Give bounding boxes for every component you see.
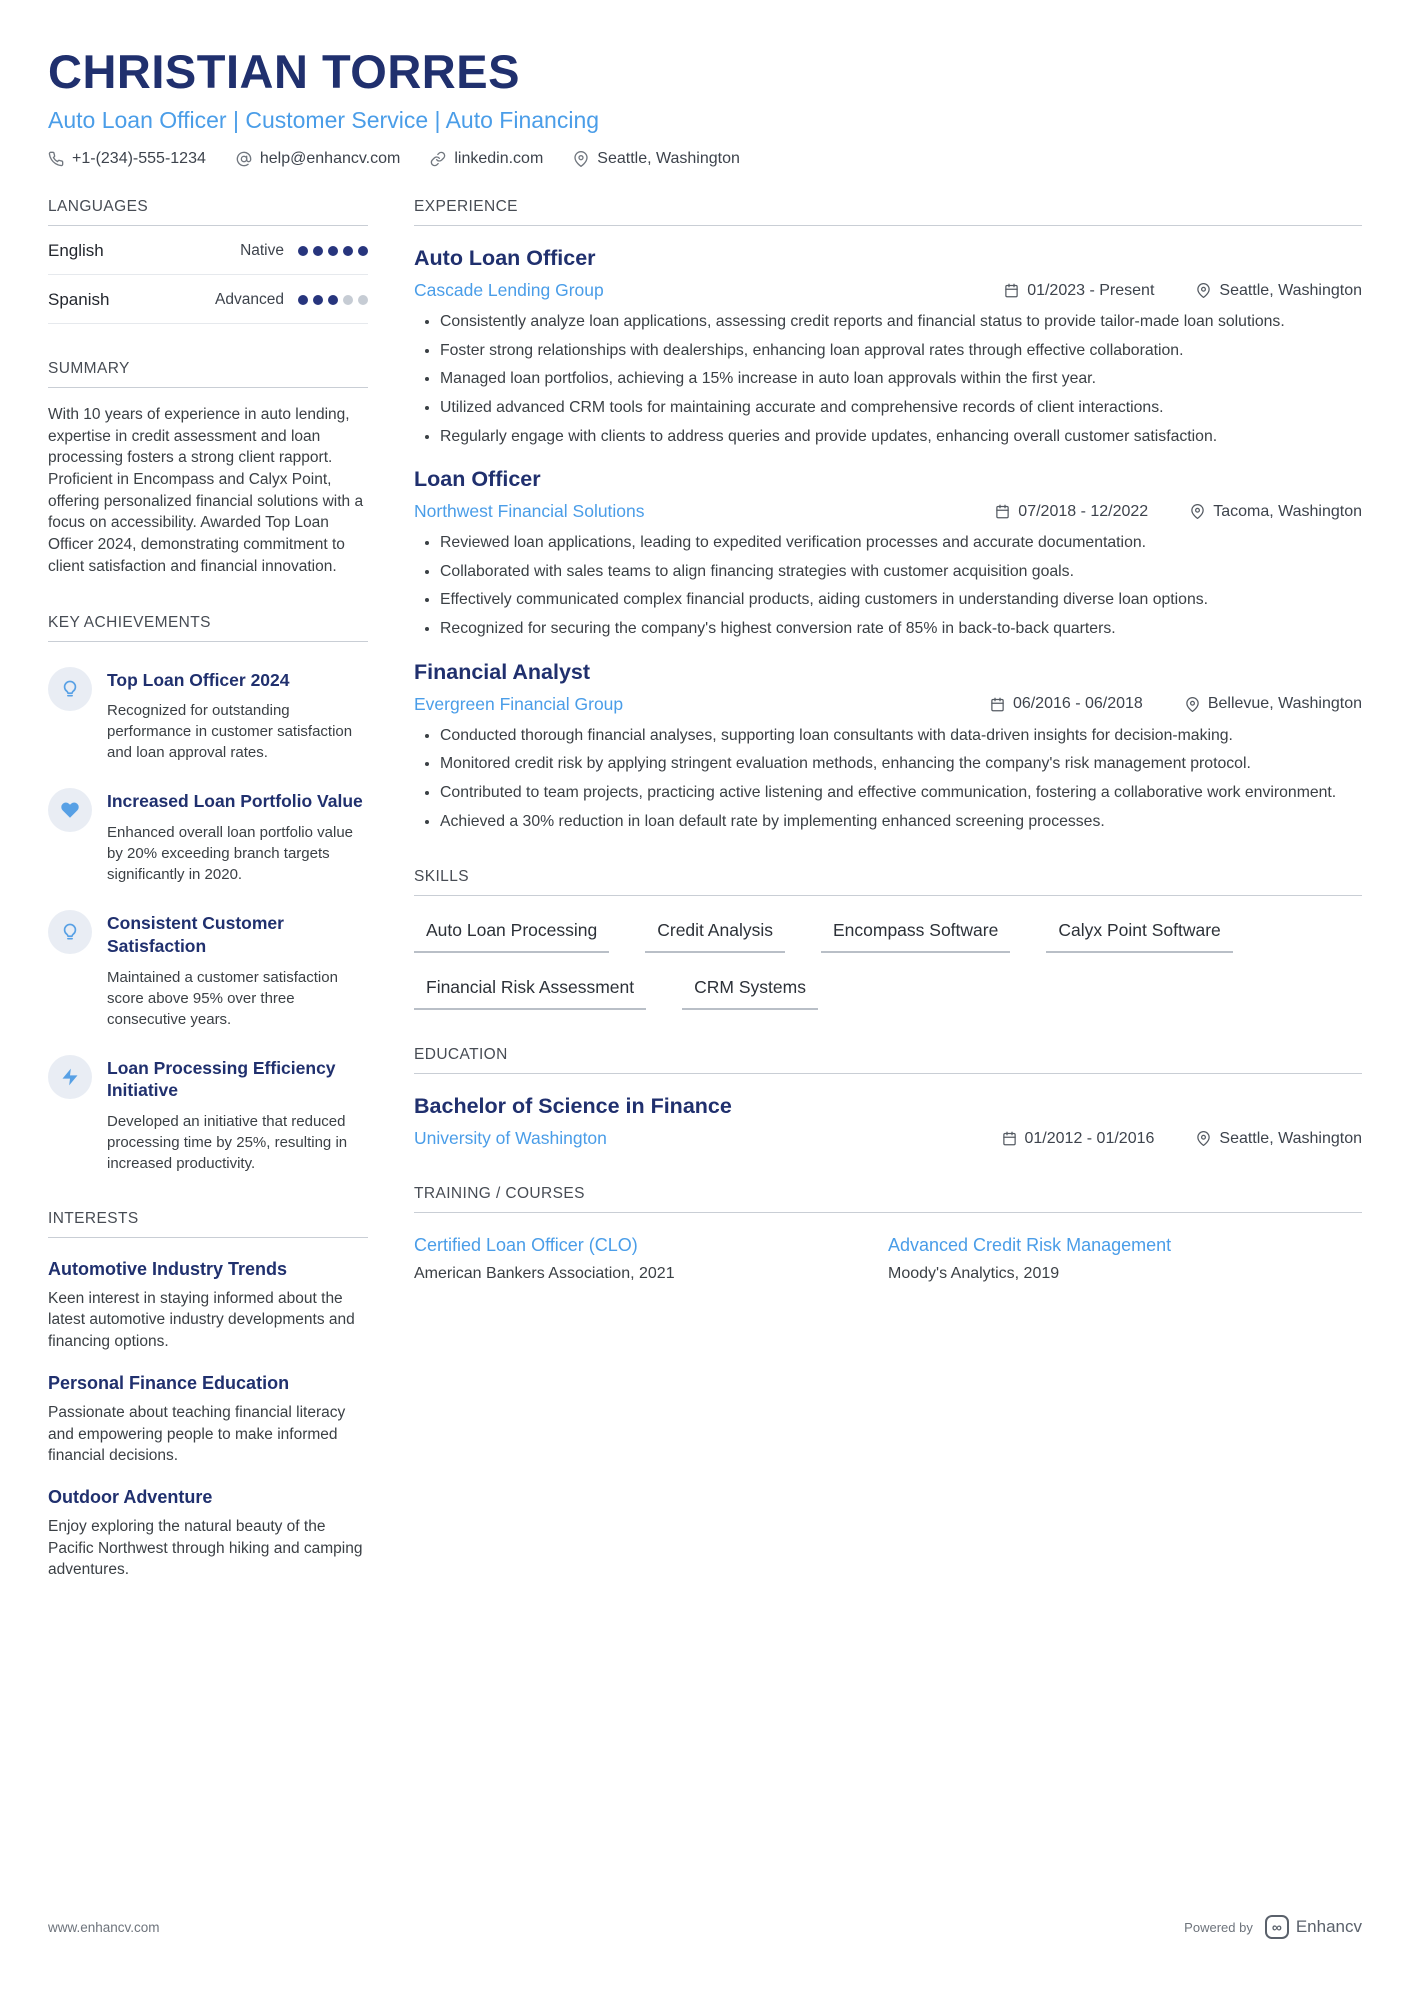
achievement-item	[48, 667, 368, 764]
job-title: Financial Analyst	[414, 659, 591, 684]
section-title-skills: SKILLS	[414, 868, 1362, 896]
job-dates	[995, 503, 1148, 521]
achievement-icon-badge	[48, 910, 92, 954]
proficiency-dot	[313, 246, 323, 256]
education-location	[1196, 1130, 1362, 1148]
interest-text: Keen interest in staying informed about the latest automotive industry developments and financing options.	[48, 1290, 355, 1350]
achievement-item	[48, 788, 368, 885]
achievement-icon-badge	[48, 788, 92, 832]
email-icon	[236, 151, 252, 167]
contact-email[interactable]	[236, 150, 400, 168]
interest-title: Automotive Industry Trends	[48, 1259, 288, 1279]
company-name: Evergreen Financial Group	[414, 693, 624, 714]
headline: Auto Loan Officer | Customer Service | Auto Financing	[48, 107, 600, 133]
achievement-title: Consistent Customer Satisfaction	[107, 913, 284, 956]
company-name: Northwest Financial Solutions	[414, 501, 645, 522]
section-title-key-achievements: KEY ACHIEVEMENTS	[48, 614, 368, 642]
job-location	[1190, 503, 1362, 521]
bullet-item: • Reviewed loan applications, leading to expedited verification processes and accurate documentation.	[440, 532, 1362, 554]
lightning-icon	[60, 1067, 80, 1087]
proficiency-dots	[298, 295, 368, 305]
proficiency-dot	[358, 246, 368, 256]
section-title-languages: LANGUAGES	[48, 198, 368, 226]
contact-location	[573, 150, 740, 168]
location-icon	[1185, 697, 1200, 712]
enhancv-logo-text: Enhancv	[1295, 1917, 1362, 1936]
contact-row	[48, 150, 1362, 168]
bullet-item: • Achieved a 30% reduction in loan default rate by implementing enhanced screening processes.	[440, 811, 1362, 833]
job-location	[1196, 282, 1362, 300]
job-meta	[414, 280, 1362, 301]
job-meta	[414, 501, 1362, 522]
left-column	[48, 198, 368, 1580]
job-bullets	[414, 725, 1362, 833]
course-title: Advanced Credit Risk Management	[888, 1235, 1172, 1256]
job-dates-text: 07/2018 - 12/2022	[1018, 502, 1149, 520]
phone-icon	[48, 151, 64, 167]
section-title-experience: EXPERIENCE	[414, 198, 1362, 226]
bullet-item: • Managed loan portfolios, achieving a 15% increase in auto loan approvals within the first year.	[440, 368, 1362, 390]
bullet-item: • Consistently analyze loan applications, assessing credit reports and financial status to provide tailor-made loan solutions.	[440, 311, 1362, 333]
job-dates-text: 06/2016 - 06/2018	[1012, 695, 1143, 713]
proficiency-dot	[298, 246, 308, 256]
education-item	[414, 1094, 1362, 1149]
job-title: Loan Officer	[414, 467, 541, 492]
interests-list	[48, 1259, 368, 1580]
experience-item	[414, 660, 1362, 833]
job-dates	[1004, 282, 1154, 300]
education-dates	[1002, 1130, 1155, 1148]
job-location	[1185, 695, 1362, 713]
skill-item: Financial Risk Assessment	[414, 977, 646, 1010]
skill-item: Credit Analysis	[645, 920, 785, 953]
contact-linkedin-text: linkedin.com	[454, 150, 544, 167]
bullet-item: • Foster strong relationships with dealerships, enhancing loan approval rates through effective collaboration.	[440, 340, 1362, 362]
proficiency-dot	[328, 246, 338, 256]
achievement-icon-badge	[48, 1055, 92, 1099]
resume-header	[48, 44, 1362, 168]
education-dates-text: 01/2012 - 01/2016	[1024, 1129, 1155, 1147]
lightbulb-icon	[60, 922, 80, 942]
achievement-body	[107, 1055, 368, 1175]
enhancv-website-link[interactable]: www.enhancv.com	[48, 1919, 160, 1935]
course-subtitle: Moody's Analytics, 2019	[888, 1265, 1060, 1283]
achievement-text: Developed an initiative that reduced processing time by 25%, resulting in increased productivity.	[107, 1113, 348, 1172]
course-subtitle: American Bankers Association, 2021	[414, 1265, 675, 1283]
job-title: Auto Loan Officer	[414, 246, 596, 270]
candidate-name: CHRISTIAN TORRES	[48, 45, 520, 98]
skill-item: Calyx Point Software	[1046, 920, 1232, 953]
language-item	[48, 226, 368, 275]
section-title-education: EDUCATION	[414, 1046, 1362, 1074]
experience-item	[414, 246, 1362, 447]
skills-list	[414, 920, 1362, 1010]
calendar-icon	[1004, 283, 1019, 298]
experience-list	[414, 246, 1362, 832]
job-dates	[990, 695, 1143, 713]
achievement-text: Maintained a customer satisfaction score above 95% over three consecutive years.	[107, 968, 338, 1028]
achievement-body	[107, 667, 368, 764]
job-meta	[414, 694, 1362, 715]
skill-item: Auto Loan Processing	[414, 920, 609, 953]
page-footer	[48, 1915, 1362, 1939]
contact-linkedin[interactable]	[430, 150, 543, 168]
contact-location-text: Seattle, Washington	[597, 150, 740, 167]
enhancv-logo[interactable]	[1265, 1915, 1362, 1939]
achievement-text: Enhanced overall loan portfolio value by 20% exceeding branch targets significantly in 2020.	[107, 824, 353, 883]
job-dates-text: 01/2023 - Present	[1027, 281, 1155, 299]
section-title-interests: INTERESTS	[48, 1210, 368, 1238]
languages-list	[48, 226, 368, 324]
interest-text: Passionate about teaching financial literacy and empowering people to make informed financial decisions.	[48, 1404, 346, 1464]
job-bullets	[414, 311, 1362, 447]
achievement-body	[107, 910, 368, 1030]
job-bullets	[414, 532, 1362, 640]
content-columns	[48, 198, 1362, 1580]
contact-phone[interactable]	[48, 150, 206, 168]
achievement-title: Increased Loan Portfolio Value	[107, 791, 363, 812]
achievement-text: Recognized for outstanding performance in customer satisfaction and loan approval rates.	[107, 702, 353, 762]
proficiency-dot	[328, 295, 338, 305]
bullet-item: • Utilized advanced CRM tools for maintaining accurate and comprehensive records of client interactions.	[440, 397, 1362, 419]
courses-list	[414, 1235, 1362, 1283]
achievement-item	[48, 910, 368, 1030]
job-location-text: Seattle, Washington	[1219, 281, 1362, 299]
bullet-item: • Monitored credit risk by applying stringent evaluation methods, enhancing the company's risk management protocol.	[440, 753, 1362, 775]
proficiency-dot	[343, 246, 353, 256]
skill-item: Encompass Software	[821, 920, 1010, 953]
link-icon	[430, 151, 446, 167]
school-name: University of Washington	[414, 1128, 607, 1149]
company-name: Cascade Lending Group	[414, 280, 604, 300]
summary-text: With 10 years of experience in auto lending, expertise in credit assessment and loan processing fosters a strong client rapport. Proficient in Encompass and Calyx Point, offering personalized financial solutions with a focus on accessibility. Awarded Top Loan Officer 2024, demonstrating commitment to client satisfaction and financial innovation.	[48, 406, 364, 575]
interest-title: Personal Finance Education	[48, 1373, 290, 1394]
course-item	[414, 1235, 888, 1283]
achievement-title: Loan Processing Efficiency Initiative	[107, 1057, 336, 1101]
bullet-item: • Collaborated with sales teams to align financing strategies with customer acquisition goals.	[440, 561, 1362, 583]
interest-item	[48, 1487, 368, 1580]
calendar-icon	[995, 504, 1010, 519]
proficiency-dot	[298, 295, 308, 305]
bullet-item: • Regularly engage with clients to address queries and provide updates, enhancing overall customer satisfaction.	[440, 426, 1362, 448]
calendar-icon	[1002, 1131, 1017, 1146]
interest-item	[48, 1259, 368, 1352]
skill-item: CRM Systems	[682, 977, 818, 1010]
degree-title: Bachelor of Science in Finance	[414, 1094, 732, 1119]
bullet-item: • Recognized for securing the company's highest conversion rate of 85% in back-to-back quarters.	[440, 618, 1362, 640]
language-item	[48, 275, 368, 324]
lightbulb-icon	[60, 679, 80, 699]
interest-title: Outdoor Adventure	[48, 1487, 213, 1508]
job-location-text: Bellevue, Washington	[1207, 695, 1362, 713]
powered-by	[1184, 1915, 1362, 1939]
interest-item	[48, 1373, 368, 1466]
education-location-text: Seattle, Washington	[1219, 1129, 1362, 1147]
interest-text: Enjoy exploring the natural beauty of the Pacific Northwest through hiking and camping adventures.	[48, 1518, 363, 1578]
achievement-icon-badge	[48, 667, 92, 711]
proficiency-dot	[343, 295, 353, 305]
language-name: English	[48, 241, 104, 260]
course-item	[888, 1235, 1362, 1283]
bullet-item: • Conducted thorough financial analyses, supporting loan consultants with data-driven insights for decision-making.	[440, 725, 1362, 747]
powered-by-label: Powered by	[1184, 1919, 1253, 1935]
contact-phone-text: +1-(234)-555-1234	[72, 150, 206, 167]
location-icon	[1196, 283, 1211, 298]
job-location-text: Tacoma, Washington	[1213, 502, 1362, 520]
proficiency-dot	[358, 295, 368, 305]
achievement-body	[107, 788, 368, 885]
proficiency-dots	[298, 246, 368, 256]
enhancv-logo-icon: ∞	[1265, 1915, 1289, 1939]
location-icon	[1196, 1131, 1211, 1146]
achievement-title: Top Loan Officer 2024	[107, 669, 290, 690]
language-name: Spanish	[48, 290, 110, 309]
bullet-item: • Contributed to team projects, practicing active listening and effective communication, fostering a collaborative work environment.	[440, 782, 1362, 804]
achievements-list	[48, 667, 368, 1175]
course-title: Certified Loan Officer (CLO)	[414, 1235, 638, 1256]
experience-item	[414, 467, 1362, 640]
bullet-item: • Effectively communicated complex financial products, aiding customers in understanding diverse loan options.	[440, 589, 1362, 611]
section-title-training: TRAINING / COURSES	[414, 1185, 1362, 1213]
language-level: Advanced	[215, 291, 284, 308]
section-title-summary: SUMMARY	[48, 360, 368, 388]
location-icon	[573, 151, 589, 167]
heart-icon	[60, 800, 80, 820]
education-meta	[414, 1128, 1362, 1149]
contact-email-text: help@enhancv.com	[259, 150, 401, 167]
right-column	[414, 198, 1362, 1580]
calendar-icon	[990, 697, 1005, 712]
location-icon	[1190, 504, 1205, 519]
achievement-item	[48, 1055, 368, 1175]
language-level: Native	[240, 242, 284, 259]
proficiency-dot	[313, 295, 323, 305]
